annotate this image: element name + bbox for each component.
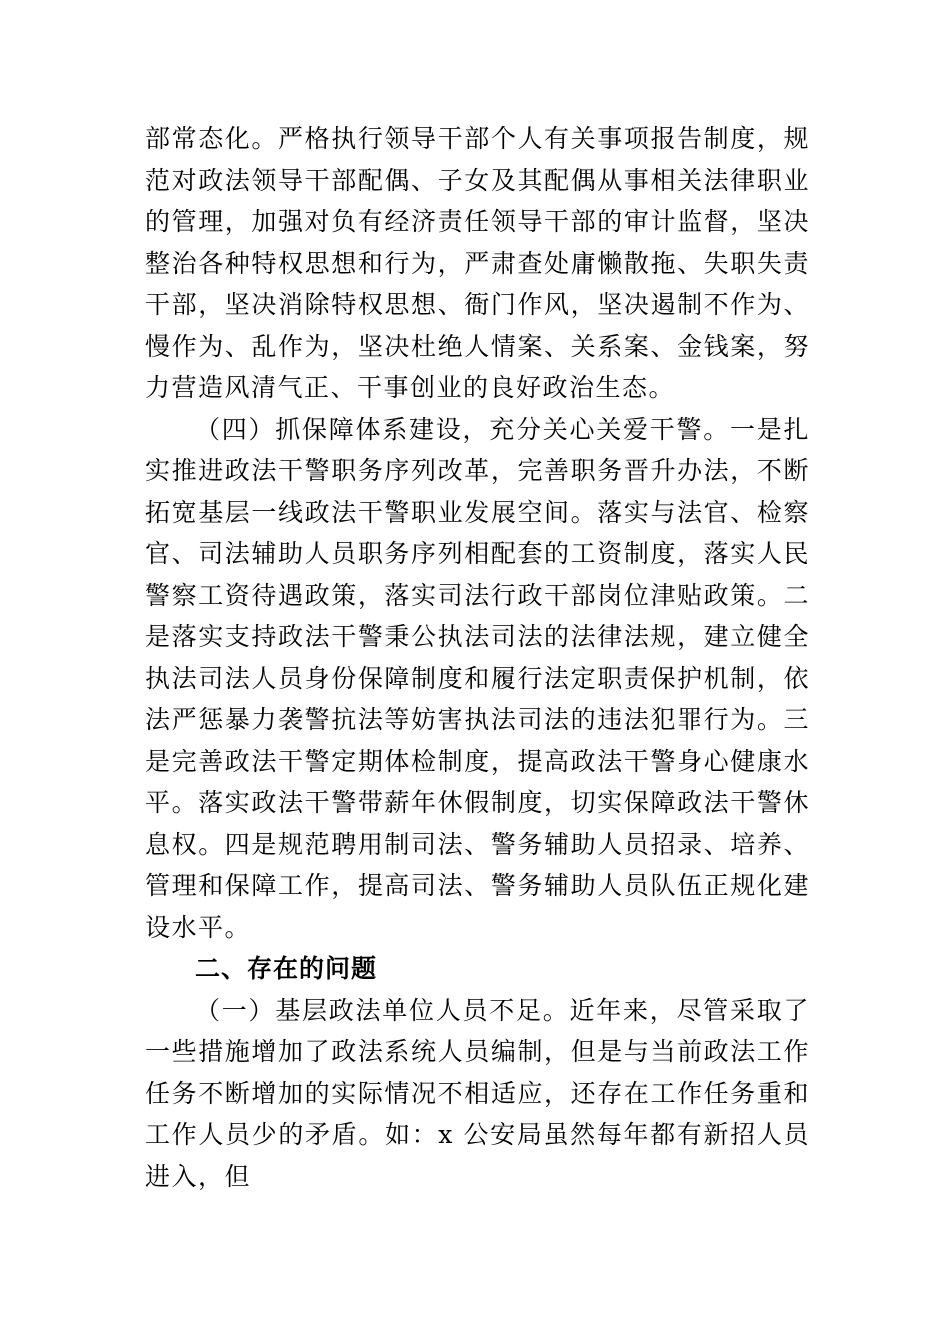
document-body	[145, 118, 810, 1197]
paragraph-problem-one: （一）基层政法单位人员不足。近年来，尽管采取了一些措施增加了政法系统人员编制，但是与当前政法工作任务不断增加的实际情况不相适应，还存在工作任务重和工作人员少的矛盾。如：x 公安局虽然每年都有新招人员进入，但	[145, 995, 810, 1191]
paragraph-section-four: （四）抓保障体系建设，充分关心关爱干警。一是扎实推进政法干警职务序列改革，完善职务晋升办法，不断拓宽基层一线政法干警职业发展空间。落实与法官、检察官、司法辅助人员职务序列相配套的工资制度，落实人民警察工资待遇政策，落实司法行政干部岗位津贴政策。二是落实支持政法干警秉公执法司法的法律法规，建立健全执法司法人员身份保障制度和履行法定职责保护机制，依法严惩暴力袭警抗法等妨害执法司法的违法犯罪行为。三是完善政法干警定期体检制度，提高政法干警身心健康水平。落实政法干警带薪年休假制度，切实保障政法干警休息权。四是规范聘用制司法、警务辅助人员招录、培养、管理和保障工作，提高司法、警务辅助人员队伍正规化建设水平。	[145, 414, 810, 942]
section-heading: 二、存在的问题	[195, 954, 378, 983]
paragraph-continuation: 部常态化。严格执行领导干部个人有关事项报告制度，规范对政法领导干部配偶、子女及其配偶从事相关法律职业的管理，加强对负有经济责任领导干部的审计监督，坚决整治各种特权思想和行为，严肃查处庸懒散拖、失职失责干部，坚决消除特权思想、衙门作风，坚决遏制不作为、慢作为、乱作为，坚决杜绝人情案、关系案、金钱案，努力营造风清气正、干事创业的良好政治生态。	[145, 124, 810, 402]
